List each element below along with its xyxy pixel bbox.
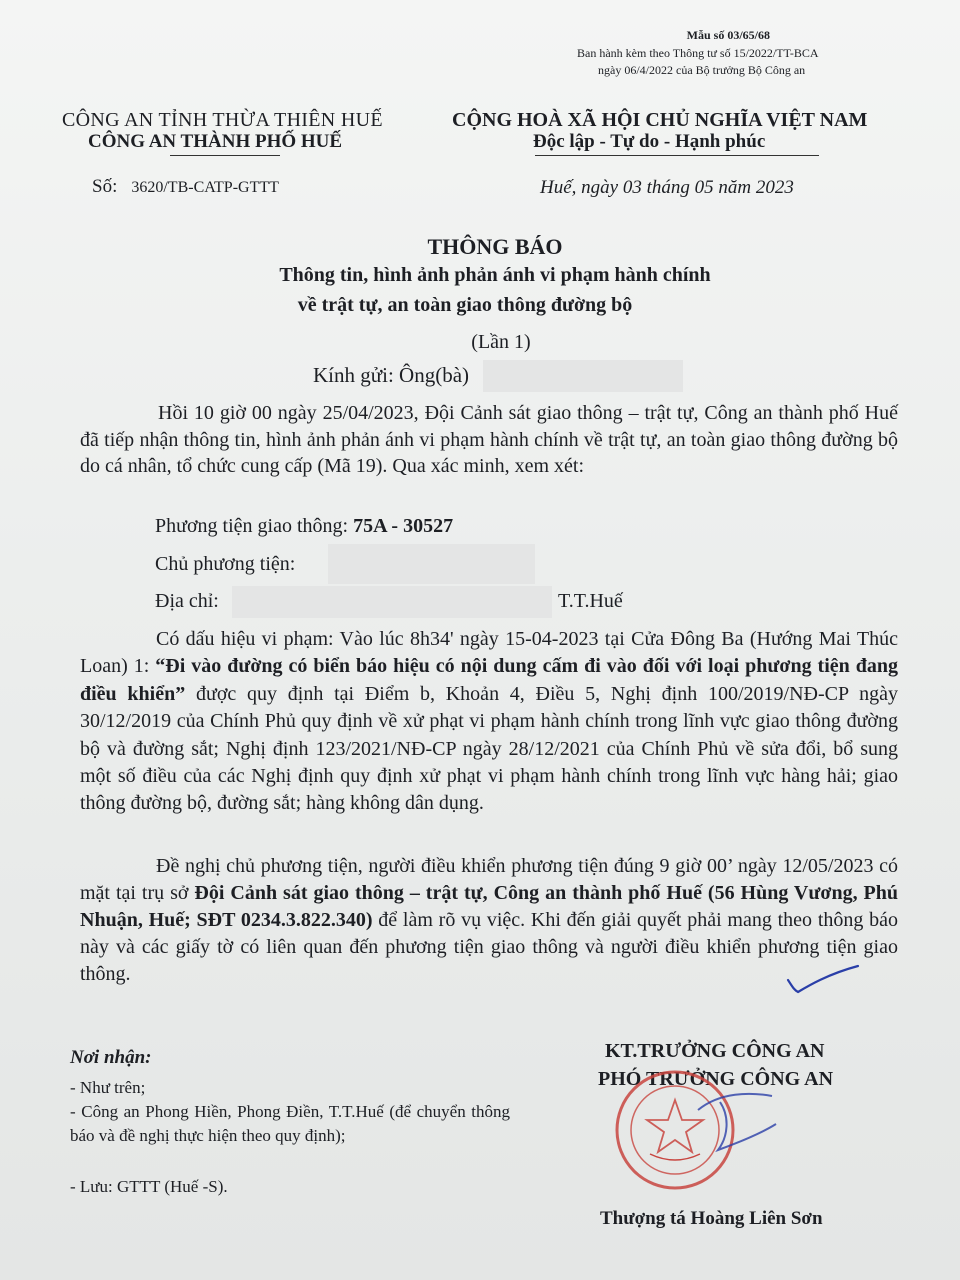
vehicle-field <box>155 515 453 538</box>
recipients-title: Nơi nhận: <box>70 1047 152 1068</box>
agency-underline <box>170 155 280 156</box>
national-motto: Độc lập - Tự do - Hạnh phúc <box>533 131 766 152</box>
request-intro: Đề nghị chủ phương tiện, người điều khiển phương tiện đúng 9 giờ 00’ ngày 12/05/2023 có mặt tại trụ sở <box>80 855 898 904</box>
redacted-address <box>232 586 552 618</box>
request-location: Đội Cảnh sát giao thông – trật tự, Công an thành phố Huế (56 Hùng Vương, Phú Nhuận, Huế; SĐT 0234.3.822.340) <box>80 882 899 931</box>
addressee-label: Kính gửi: Ông(bà) <box>313 363 470 387</box>
nation-heading: CỘNG HOÀ XÃ HỘI CHỦ NGHĨA VIỆT NAM <box>452 109 868 131</box>
signature-title-2: PHÓ TRƯỞNG CÔNG AN <box>598 1068 834 1090</box>
checkmark-annotation <box>784 958 864 998</box>
redacted-owner <box>328 544 535 584</box>
paragraph-request <box>80 853 898 988</box>
address-suffix: T.T.Huế <box>558 590 623 612</box>
document-number-value: 3620/TB-CATP-GTTT <box>131 179 279 196</box>
document-title: THÔNG BÁO <box>427 234 563 259</box>
vehicle-label: Phương tiện giao thông: <box>155 515 349 537</box>
agency-unit: CÔNG AN THÀNH PHỐ HUẾ <box>88 131 343 152</box>
document-subtitle-1: Thông tin, hình ảnh phản ánh vi phạm hành chính <box>279 264 711 286</box>
agency-parent: CÔNG AN TỈNH THỪA THIÊN HUẾ <box>62 109 383 131</box>
date-line: Huế, ngày 03 tháng 05 năm 2023 <box>540 177 794 198</box>
violation-offense: “Đi vào đường có biển báo hiệu có nội dung cấm đi vào đối với loại phương tiện đang điều khiển” <box>80 655 898 705</box>
form-issued-line2: ngày 06/4/2022 của Bộ trưởng Bộ Công an <box>598 63 806 77</box>
recipient-item: - Lưu: GTTT (Huế -S). <box>70 1177 228 1196</box>
paragraph-intro: Hồi 10 giờ 00 ngày 25/04/2023, Đội Cảnh sát giao thông – trật tự, Công an thành phố Huế đã tiếp nhận thông tin, hình ảnh phản ánh vi phạm hành chính về trật tự, an toàn giao thông đường bộ do cá nhân, tổ chức cung cấp (Mã 19). Qua xác minh, xem xét: <box>80 402 898 477</box>
paragraph-violation <box>80 626 898 818</box>
motto-underline <box>535 155 819 156</box>
request-outro: để làm rõ vụ việc. Khi đến giải quyết phải mang theo thông báo này và các giấy tờ có liên quan đến phương tiện giao thông và người điều khiển phương tiện giao thông. <box>80 909 899 985</box>
violation-legal-basis: được quy định tại Điểm b, Khoản 4, Điều 5, Nghị định 100/2019/NĐ-CP ngày 30/12/2019 của Chính Phủ quy định về xử phạt vi phạm hành chính trong lĩnh vực giao thông đường bộ và đường sắt; Nghị định 123/2021/NĐ-CP ngày 28/12/2021 của Chính Phủ về sửa đổi, bổ sung một số điều của các Nghị định quy định xử phạt vi phạm hành chính trong lĩnh vực hàng hải; giao thông đường bộ, đường sắt; hàng không dân dụng. <box>80 682 898 815</box>
document-subtitle-2: về trật tự, an toàn giao thông đường bộ <box>297 294 633 316</box>
document-number <box>92 176 279 198</box>
owner-label: Chủ phương tiện: <box>155 553 296 575</box>
violation-intro: Có dấu hiệu vi phạm: Vào lúc 8h34' ngày 15-04-2023 tại Cửa Đông Ba (Hướng Mai Thúc Loan) 1: <box>80 628 898 678</box>
attempt-number: (Lần 1) <box>471 331 531 353</box>
official-seal <box>600 1062 780 1192</box>
vehicle-plate: 75A - 30527 <box>353 515 454 537</box>
recipient-item: - Công an Phong Hiền, Phong Điền, T.T.Huế (để chuyển thông báo và đề nghị thực hiện theo quy định); <box>70 1102 510 1145</box>
document-number-label: Số: <box>92 176 118 197</box>
redacted-addressee <box>483 360 683 392</box>
address-label: Địa chỉ: <box>155 590 219 612</box>
form-number: Mẫu số 03/65/68 <box>686 28 770 42</box>
recipient-item: - Như trên; <box>70 1078 146 1097</box>
signature-title-1: KT.TRƯỞNG CÔNG AN <box>605 1040 825 1062</box>
signer-name: Thượng tá Hoàng Liên Sơn <box>600 1208 823 1229</box>
form-issued-line1: Ban hành kèm theo Thông tư số 15/2022/TT-BCA <box>577 46 819 60</box>
